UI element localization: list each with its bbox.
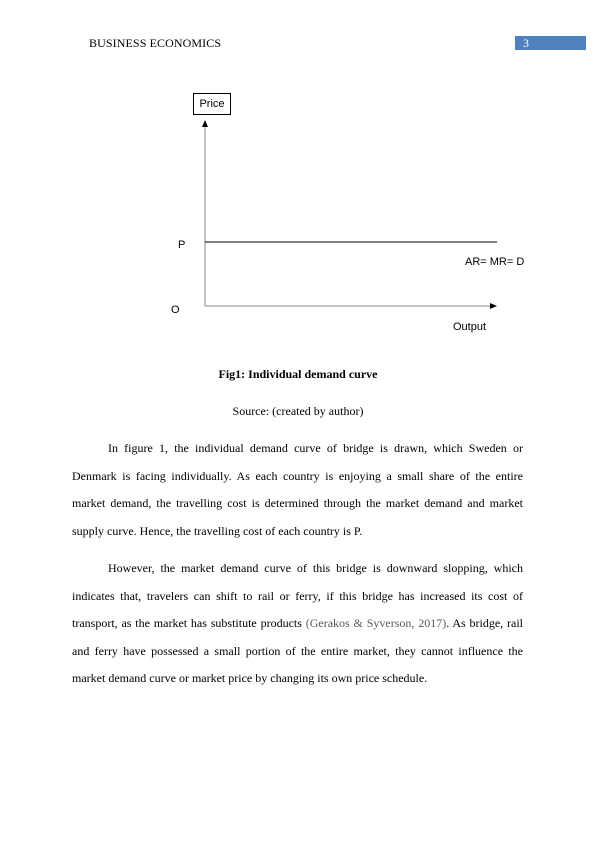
curve-label: AR= MR= D bbox=[465, 256, 525, 268]
figure-caption: Fig1: Individual demand curve bbox=[218, 367, 378, 381]
x-axis-arrowhead bbox=[490, 303, 497, 309]
demand-curve-graphic bbox=[0, 0, 596, 345]
paragraph-2-text-end: . As bridge, rail and ferry have possessed a small portion of the entire market, they cannot influence the market demand curve or market price by changing its own price schedule. bbox=[72, 616, 524, 685]
paragraph-2-text-start: However, the market demand curve of this bridge is downward slopping, which indicates that, travelers can shift to rail or ferry, if this bridge has increased its cost of transport, as the market has substitute products bbox=[72, 561, 523, 630]
body-paragraph-1: In figure 1, the individual demand curve of bridge is drawn, which Sweden or Denmark is facing individually. As each country is enjoying a small share of the entire market demand, the travelling cost is determined through the market demand and market supply curve. Hence, the travelling cost of each country is P. bbox=[72, 441, 523, 538]
x-axis-label: Output bbox=[453, 321, 487, 333]
body-paragraph-2 bbox=[72, 555, 523, 693]
y-axis-label: Price bbox=[193, 93, 231, 115]
origin-label: O bbox=[171, 304, 180, 316]
y-axis-arrowhead bbox=[202, 120, 208, 127]
running-header: BUSINESS ECONOMICS bbox=[89, 36, 222, 50]
figure-source: Source: (created by author) bbox=[232, 404, 364, 418]
citation: (Gerakos & Syverson, 2017) bbox=[305, 616, 447, 630]
price-level-label: P bbox=[178, 239, 186, 251]
demand-curve-figure bbox=[0, 0, 596, 345]
page-number: 3 bbox=[523, 36, 529, 50]
